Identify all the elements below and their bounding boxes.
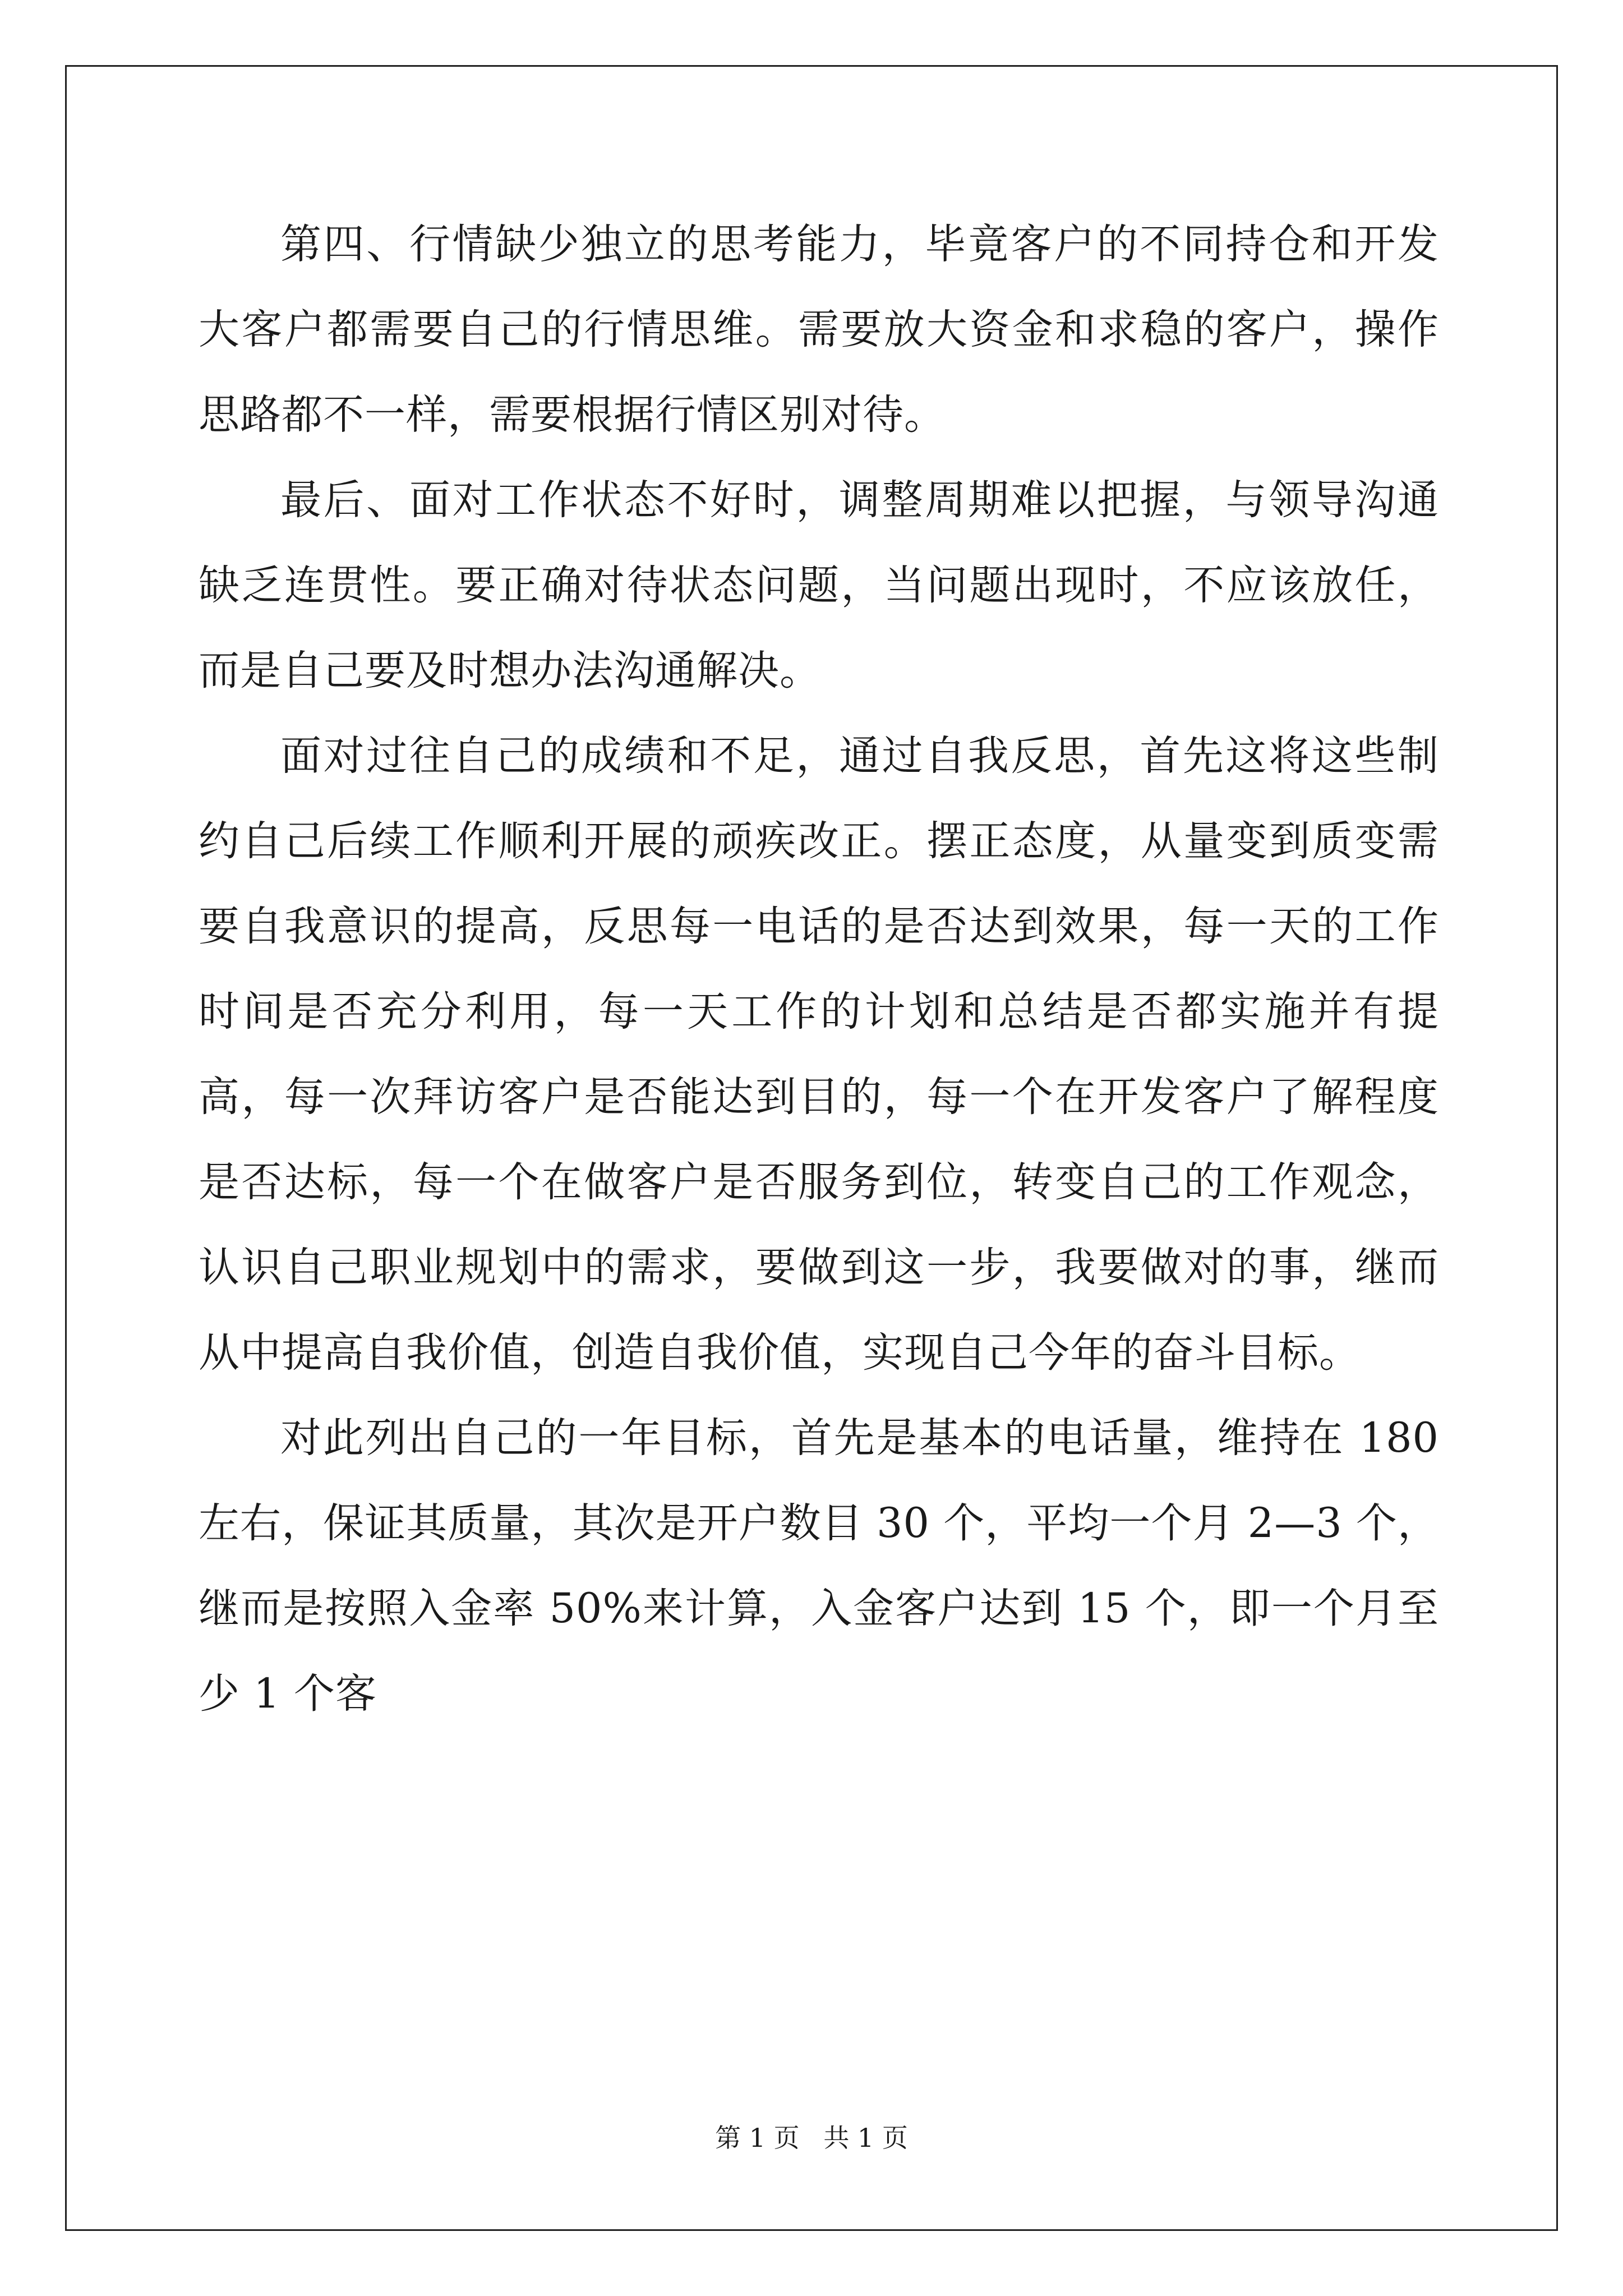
paragraph-2: 最后、面对工作状态不好时，调整周期难以把握，与领导沟通缺乏连贯性。要正确对待状态问题，当问题出现时，不应该放任，而是自己要及时想办法沟通解决。 bbox=[199, 476, 1439, 694]
paragraph-4: 对此列出自己的一年目标，首先是基本的电话量，维持在 180 左右，保证其质量，其次是开户数目 30 个，平均一个月 2—3 个，继而是按照入金率 50%来计算，入金客户达到 15 个，即一个月至少 1 个客 bbox=[199, 1414, 1439, 1718]
page-number: 第 1 页 bbox=[715, 2123, 800, 2153]
paragraph-1: 第四、行情缺少独立的思考能力，毕竟客户的不同持仓和开发大客户都需要自己的行情思维。需要放大资金和求稳的客户，操作思路都不一样，需要根据行情区别对待。 bbox=[199, 220, 1439, 439]
paragraph-3: 面对过往自己的成绩和不足，通过自我反思，首先这将这些制约自己后续工作顺利开展的顽疾改正。摆正态度，从量变到质变需要自我意识的提高，反思每一电话的是否达到效果，每一天的工作时间是否充分利用，每一天工作的计划和总结是否都实施并有提高，每一次拜访客户是否能达到目的，每一个在开发客户了解程度是否达标，每一个在做客户是否服务到位，转变自己的工作观念，认识自己职业规划中的需求，要做到这一步，我要做对的事，继而从中提高自我价值，创造自我价值，实现自己今年的奋斗目标。 bbox=[199, 732, 1439, 1377]
page-total: 共 1 页 bbox=[823, 2123, 908, 2153]
page-footer bbox=[0, 2118, 1623, 2155]
document-body bbox=[199, 202, 1439, 1737]
